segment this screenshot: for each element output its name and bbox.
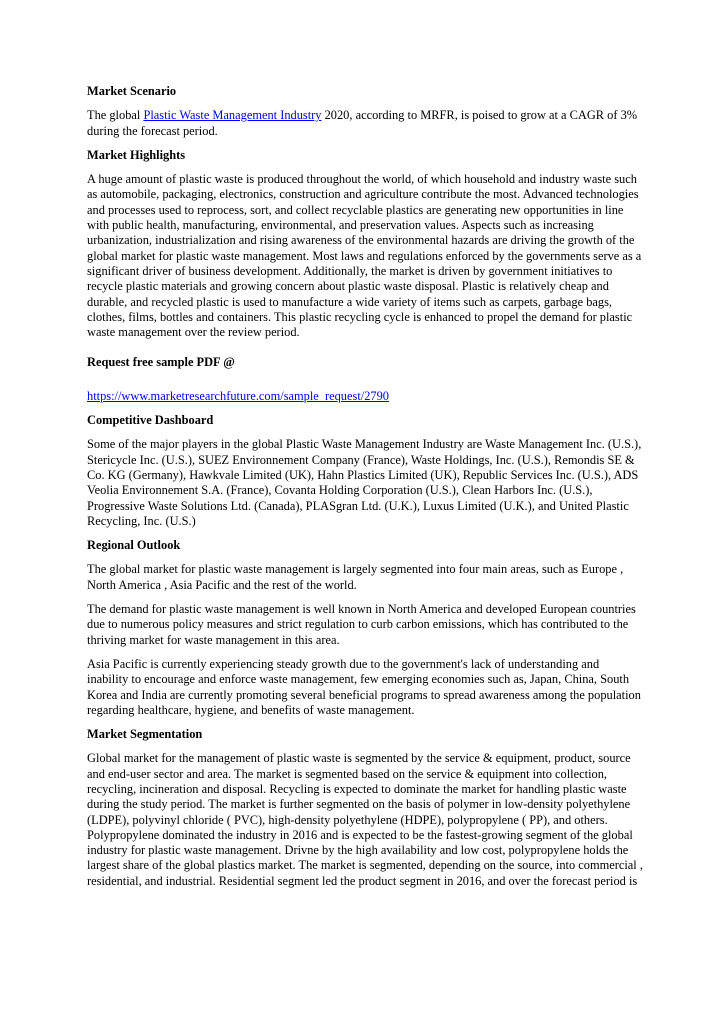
competitive-dashboard-heading: Competitive Dashboard bbox=[87, 413, 214, 428]
sample-request-label: Request free sample PDF @ bbox=[87, 355, 235, 370]
sample-request-paragraph bbox=[87, 389, 643, 404]
competitive-dashboard-paragraph: Some of the major players in the global Plastic Waste Management Industry are Waste Management Inc. (U.S.), Stericycle Inc. (U.S.), SUEZ Environnement Company (France), Waste Holdings, Inc. (U.S.), Remondis SE & Co. KG (Germany), Hawkvale Limited (UK), Hahn Plastics Limited (UK), Republic Services Inc. (U.S.), ADS Veolia Environnement S.A. (France), Covanta Holding Corporation (U.S.), Clean Harbors Inc. (U.S.), Progressive Waste Solutions Ltd. (Canada), PLASgran Ltd. (U.K.), Luxus Limited (U.K.), and United Plastic Recycling, Inc. (U.S.) bbox=[87, 437, 642, 528]
regional-outlook-paragraph: Asia Pacific is currently experiencing steady growth due to the government's lack of understanding and inability to encourage and enforce waste management, few emerging economies such as, Japan, China, South Korea and India are currently promoting several beneficial programs to spread awareness among the population regarding healthcare, hygiene, and benefits of waste management. bbox=[87, 656, 641, 717]
market-scenario-text-after: 2020, according to MRFR, is poised to grow at a CAGR of 3% during the forecast period. bbox=[87, 108, 638, 138]
market-segmentation-paragraph: Global market for the management of plastic waste is segmented by the service & equipment, product, source and end-user sector and area. The market is segmented based on the service & equipment into collection, recycling, incineration and disposal. Recycling is expected to dominate the market for handling plastic waste during the study period. The market is further segmented on the basis of polymer in low-density polyethylene (LDPE), polyvinyl chloride ( PVC), high-density polyethylene (HDPE), polypropylene ( PP), and others. Polypropylene dominated the industry in 2016 and is expected to be the fastest-growing segment of the global industry for plastic waste management. Drivne by the high availability and low cost, polypropylene holds the largest share of the global plastics market. The market is segmented, depending on the source, into commercial , residential, and industrial. Residential segment led the product segment in 2016, and over the forecast period is bbox=[87, 751, 643, 888]
market-scenario-text-before: The global bbox=[87, 108, 144, 123]
regional-outlook-paragraph: The global market for plastic waste management is largely segmented into four main areas, such as Europe , North America , Asia Pacific and the rest of the world. bbox=[87, 562, 624, 592]
market-highlights-paragraph: A huge amount of plastic waste is produced throughout the world, of which household and industry waste such as automobile, packaging, electronics, construction and agriculture contribute the most. Advanced technologies and processes used to reprocess, sort, and collect recyclable plastics are generating new opportunities in line with public health, manufacturing, environmental, and preservation values. Aspects such as increasing urbanization, industrialization and rising awareness of the environmental hazards are driving the growth of the global market for plastic waste management. Most laws and regulations enforced by the governments serve as a significant driver of business development. Additionally, the market is driven by government initiatives to recycle plastic materials and growing concern about plastic waste disposal. Plastic is relatively cheap and durable, and recycled plastic is used to manufacture a wide variety of items such as carpets, garbage bags, clothes, films, bottles and containers. This plastic recycling cycle is enhanced to propel the demand for plastic waste management over the review period. bbox=[87, 172, 642, 340]
plastic-waste-management-link[interactable]: Plastic Waste Management Industry bbox=[143, 108, 322, 123]
market-scenario-paragraph bbox=[87, 108, 643, 139]
market-highlights-heading: Market Highlights bbox=[87, 147, 186, 162]
sample-request-link[interactable]: https://www.marketresearchfuture.com/sample_request/2790 bbox=[87, 388, 389, 403]
document-page bbox=[87, 84, 643, 898]
market-scenario-heading: Market Scenario bbox=[87, 84, 177, 98]
regional-outlook-paragraph: The demand for plastic waste management is well known in North America and developed European countries due to numerous policy measures and strict regulation to curb carbon emissions, which has contributed to the thriving market for waste management in this area. bbox=[87, 602, 636, 647]
market-segmentation-heading: Market Segmentation bbox=[87, 727, 203, 742]
regional-outlook-heading: Regional Outlook bbox=[87, 538, 181, 553]
